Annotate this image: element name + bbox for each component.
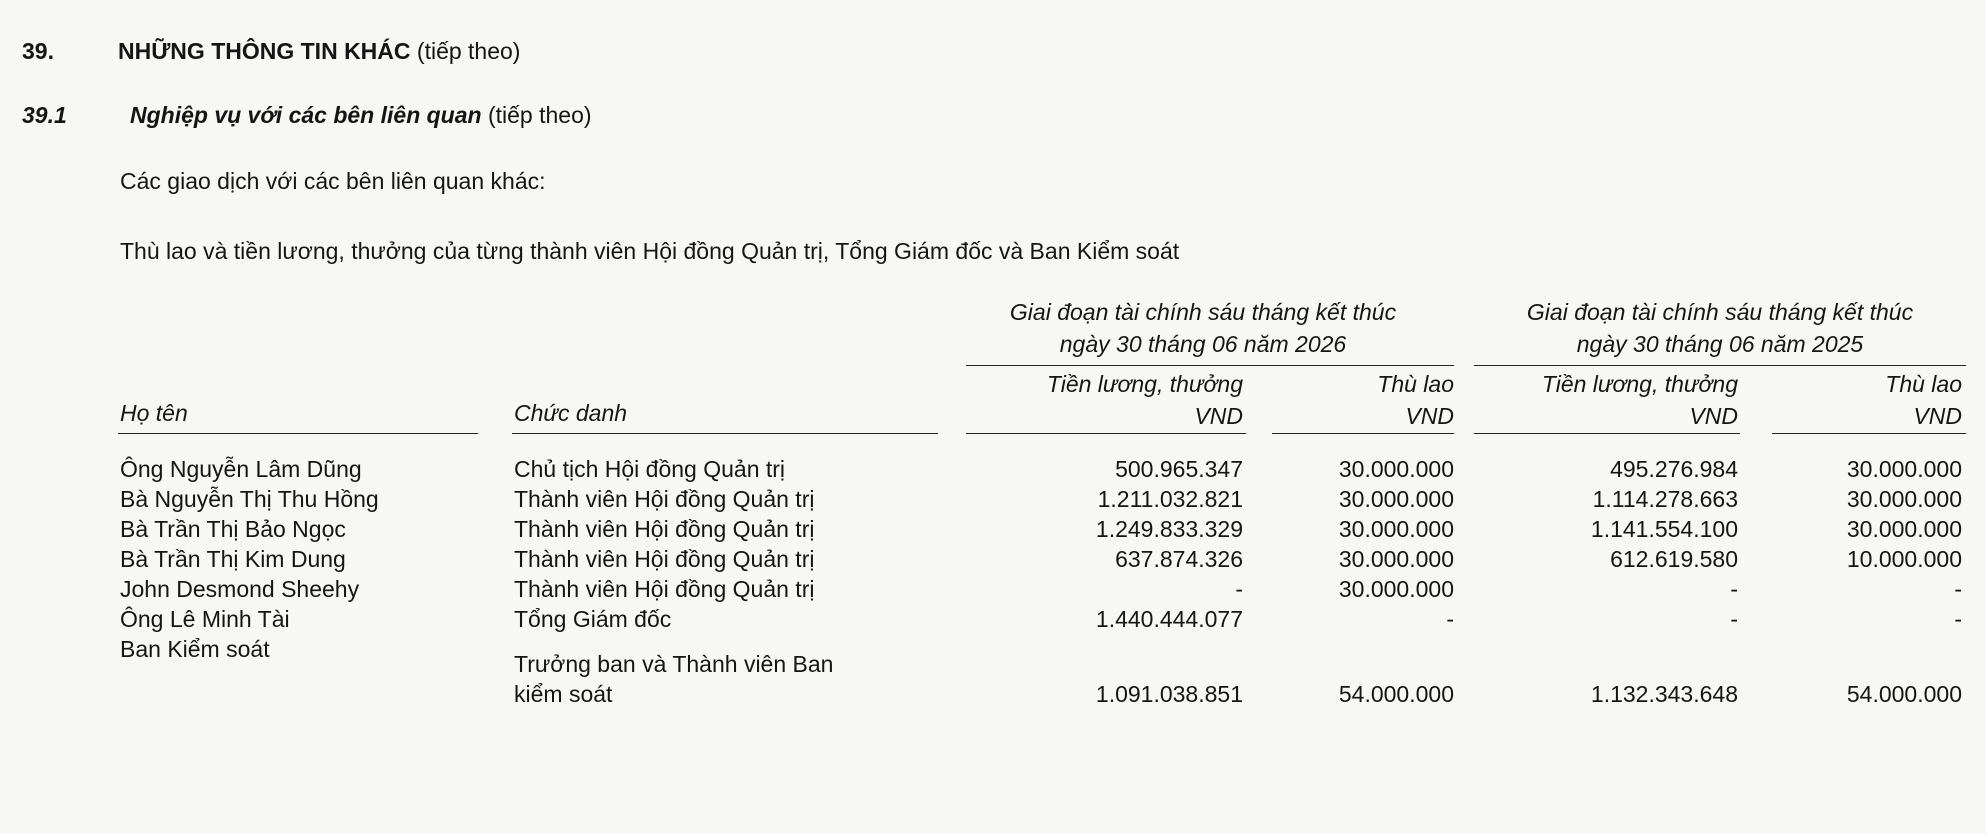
salary-2025-underline bbox=[1474, 433, 1740, 434]
section-number: 39. bbox=[22, 38, 54, 64]
col-title-underline bbox=[512, 433, 938, 434]
col-name-header: Họ tên bbox=[120, 400, 188, 426]
row-title: Thành viên Hội đồng Quản trị bbox=[514, 576, 815, 602]
period-2026-line1: Giai đoạn tài chính sáu tháng kết thúc bbox=[1009, 299, 1397, 325]
row-salary-2026: 1.440.444.077 bbox=[1095, 606, 1243, 632]
salary-2026-header bbox=[960, 368, 1243, 432]
subsection-title bbox=[130, 102, 592, 129]
fee-2025-header bbox=[1770, 368, 1962, 432]
salary-2026-unit: VND bbox=[1194, 403, 1243, 429]
row-fee-2026: 30.000.000 bbox=[1338, 546, 1454, 572]
row-salary-2025: - bbox=[1730, 606, 1738, 632]
period-2025-line1: Giai đoạn tài chính sáu tháng kết thúc bbox=[1526, 299, 1914, 325]
subsection-title-text: Nghiệp vụ với các bên liên quan bbox=[130, 102, 482, 128]
row-name: John Desmond Sheehy bbox=[120, 576, 360, 602]
period-2026-underline bbox=[966, 365, 1454, 366]
row-salary-2026: 1.211.032.821 bbox=[1097, 486, 1243, 512]
table-caption: Thù lao và tiền lương, thưởng của từng thành viên Hội đồng Quản trị, Tổng Giám đốc và Ban Kiểm soát bbox=[120, 238, 1180, 264]
row-fee-2026: 30.000.000 bbox=[1338, 516, 1454, 542]
col-name-underline bbox=[118, 433, 478, 434]
intro-text: Các giao dịch với các bên liên quan khác: bbox=[120, 168, 546, 194]
row-name: Ông Nguyễn Lâm Dũng bbox=[120, 456, 362, 482]
section-title-text: NHỮNG THÔNG TIN KHÁC bbox=[118, 38, 411, 64]
fee-2026-unit: VND bbox=[1405, 403, 1454, 429]
row-salary-2026: 637.874.326 bbox=[1115, 546, 1243, 572]
fee-2025-label: Thù lao bbox=[1885, 371, 1962, 397]
row-fee-2025: 30.000.000 bbox=[1846, 456, 1962, 482]
row-title: Thành viên Hội đồng Quản trị bbox=[514, 546, 815, 572]
row-fee-2026: 30.000.000 bbox=[1338, 486, 1454, 512]
row-fee-2026: 54.000.000 bbox=[1338, 681, 1454, 707]
row-fee-2025: 54.000.000 bbox=[1846, 681, 1962, 707]
period-2026-line2: ngày 30 tháng 06 năm 2026 bbox=[1059, 331, 1347, 357]
row-salary-2026: 1.091.038.851 bbox=[1095, 681, 1243, 707]
salary-2026-underline bbox=[966, 433, 1246, 434]
row-name: Ông Lê Minh Tài bbox=[120, 606, 290, 632]
row-name: Bà Nguyễn Thị Thu Hồng bbox=[120, 486, 379, 512]
subsection-title-suffix: (tiếp theo) bbox=[487, 102, 592, 128]
period-2025-header bbox=[1470, 296, 1970, 360]
row-salary-2025: 1.141.554.100 bbox=[1590, 516, 1738, 542]
row-salary-2025: 1.114.278.663 bbox=[1592, 486, 1738, 512]
fee-2026-header bbox=[1270, 368, 1454, 432]
section-title-suffix: (tiếp theo) bbox=[416, 38, 521, 64]
fee-2025-underline bbox=[1772, 433, 1966, 434]
fee-2026-label: Thù lao bbox=[1377, 371, 1454, 397]
subsection-number: 39.1 bbox=[22, 102, 67, 128]
section-title bbox=[118, 38, 520, 65]
row-salary-2026: 500.965.347 bbox=[1115, 456, 1243, 482]
salary-2025-label: Tiền lương, thưởng bbox=[1541, 371, 1738, 397]
row-title: Thành viên Hội đồng Quản trị bbox=[514, 516, 815, 542]
row-title-line2: kiểm soát bbox=[514, 681, 613, 707]
row-fee-2025: 30.000.000 bbox=[1846, 516, 1962, 542]
salary-2025-unit: VND bbox=[1689, 403, 1738, 429]
row-salary-2026: - bbox=[1235, 576, 1243, 602]
row-fee-2025: 10.000.000 bbox=[1846, 546, 1962, 572]
row-title: Tổng Giám đốc bbox=[514, 606, 672, 632]
row-fee-2026: 30.000.000 bbox=[1338, 576, 1454, 602]
row-salary-2025: - bbox=[1730, 576, 1738, 602]
row-title: Thành viên Hội đồng Quản trị bbox=[514, 486, 815, 512]
row-title: Chủ tịch Hội đồng Quản trị bbox=[514, 456, 786, 482]
fee-2026-underline bbox=[1272, 433, 1454, 434]
salary-2026-label: Tiền lương, thưởng bbox=[1046, 371, 1243, 397]
row-name: Bà Trần Thị Kim Dung bbox=[120, 546, 346, 572]
row-name: Bà Trần Thị Bảo Ngọc bbox=[120, 516, 346, 542]
row-fee-2026: 30.000.000 bbox=[1338, 456, 1454, 482]
fee-2025-unit: VND bbox=[1913, 403, 1962, 429]
row-title-line1: Trưởng ban và Thành viên Ban bbox=[514, 651, 834, 677]
row-fee-2025: 30.000.000 bbox=[1846, 486, 1962, 512]
row-salary-2025: 495.276.984 bbox=[1610, 456, 1738, 482]
period-2025-underline bbox=[1474, 365, 1966, 366]
period-2025-line2: ngày 30 tháng 06 năm 2025 bbox=[1576, 331, 1864, 357]
row-fee-2026: - bbox=[1446, 606, 1454, 632]
row-name: Ban Kiểm soát bbox=[120, 636, 270, 662]
salary-2025-header bbox=[1470, 368, 1738, 432]
row-fee-2025: - bbox=[1954, 606, 1962, 632]
row-fee-2025: - bbox=[1954, 576, 1962, 602]
row-salary-2025: 612.619.580 bbox=[1610, 546, 1738, 572]
row-salary-2025: 1.132.343.648 bbox=[1590, 681, 1738, 707]
col-title-header: Chức danh bbox=[514, 400, 628, 426]
period-2026-header bbox=[962, 296, 1444, 360]
row-salary-2026: 1.249.833.329 bbox=[1095, 516, 1243, 542]
